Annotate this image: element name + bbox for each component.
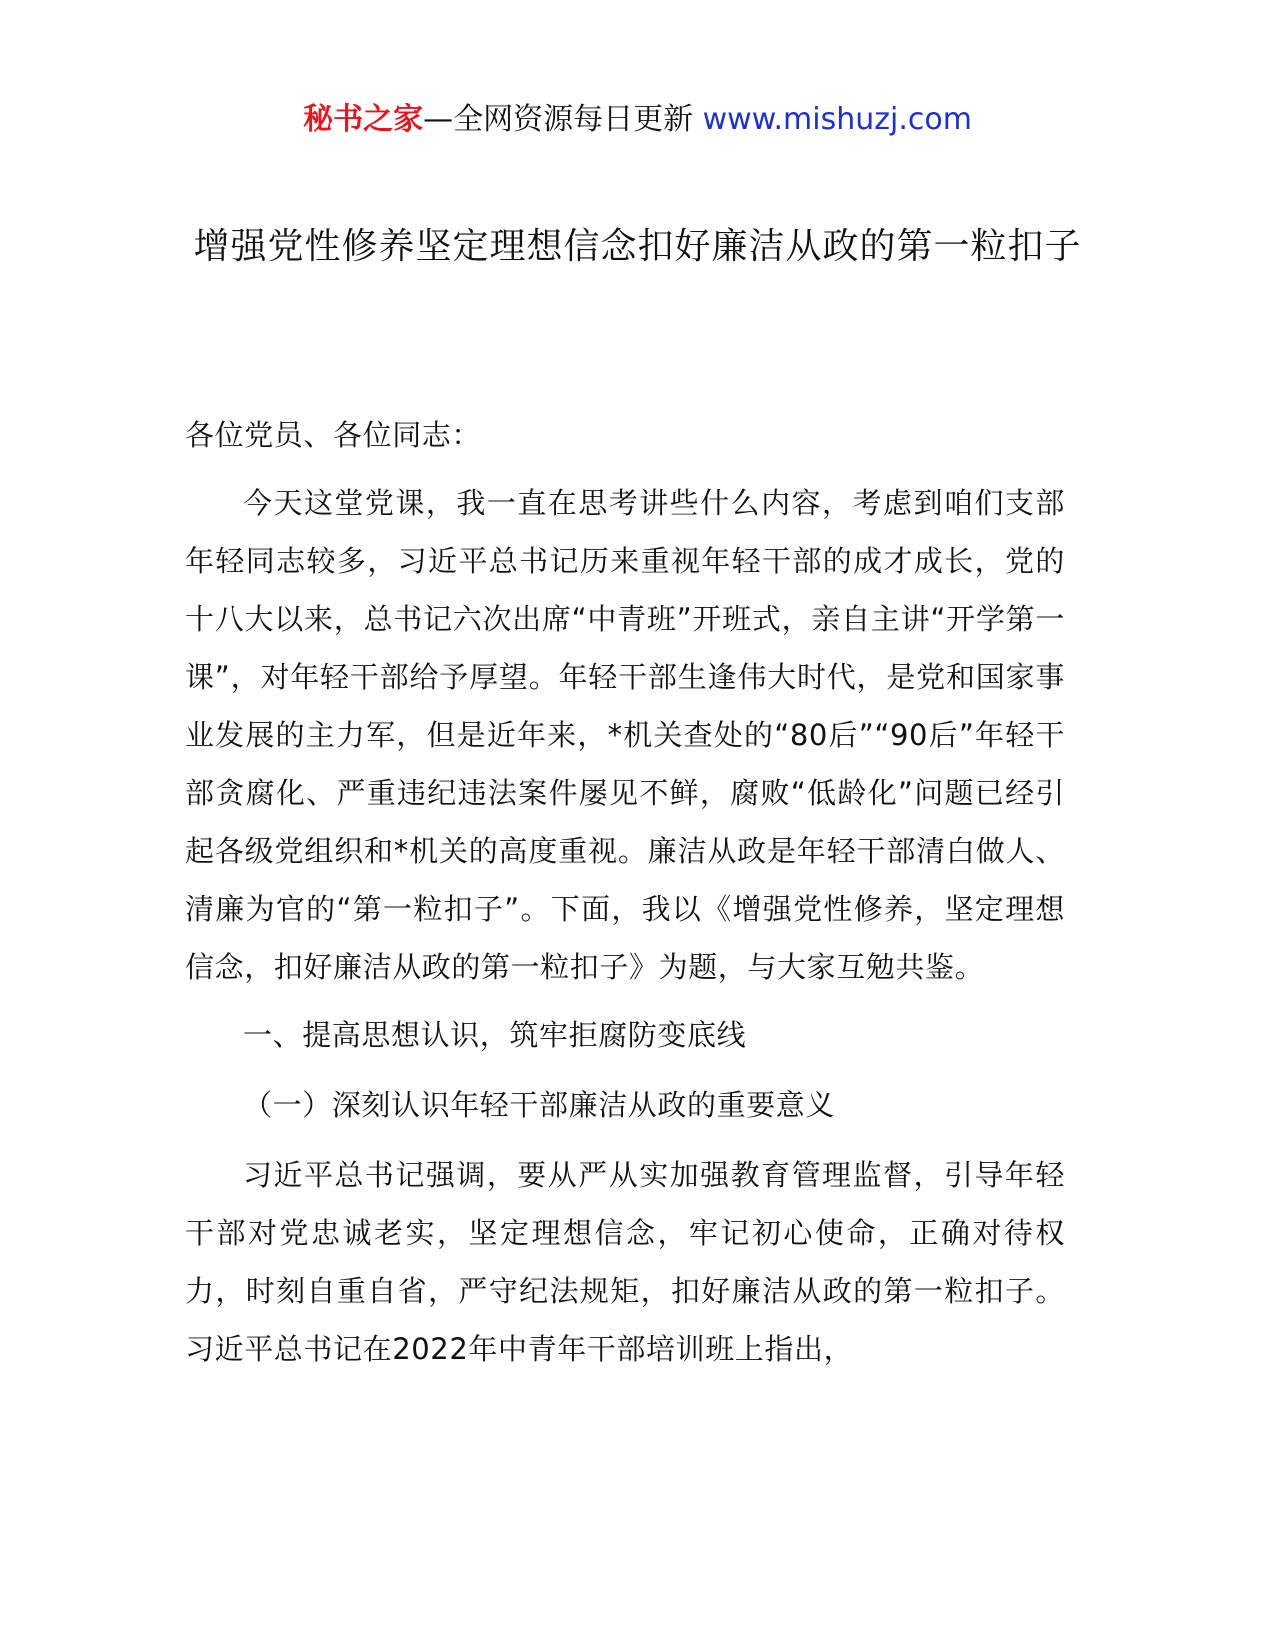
site-url-link[interactable]: www.mishuzj.com (702, 102, 972, 137)
paragraph-intro: 今天这堂党课，我一直在思考讲些什么内容，考虑到咱们支部年轻同志较多，习近平总书记历来重视年轻干部的成才成长，党的十八大以来，总书记六次出席“中青班”开班式，亲自主讲“开学第一课”，对年轻干部给予厚望。年轻干部生逢伟大时代，是党和国家事业发展的主力军，但是近年来，*机关查处的“80后”“90后”年轻干部贪腐化、严重违纪违法案件屡见不鲜，腐败“低龄化”问题已经引起各级党组织和*机关的高度重视。廉洁从政是年轻干部清白做人、清廉为官的“第一粒扣子”。下面，我以《增强党性修养，坚定理想信念，扣好廉洁从政的第一粒扣子》为题，与大家互勉共鉴。 (185, 486, 1065, 984)
section-heading: 一、提高思想认识，筑牢拒腐防变底线 (243, 1018, 747, 1052)
salutation: 各位党员、各位同志： (185, 418, 482, 452)
brand-name: 秘书之家 (303, 102, 424, 137)
paragraph-body: 习近平总书记强调，要从严从实加强教育管理监督，引导年轻干部对党忠诚老实，坚定理想信念，牢记初心使命，正确对待权力，时刻自重自省，严守纪法规矩，扣好廉洁从政的第一粒扣子。习近平总书记在2022年中青年干部培训班上指出， (185, 1158, 1065, 1366)
header-tagline: —全网资源每日更新 (423, 102, 694, 137)
document-title: 增强党性修养坚定理想信念扣好廉洁从政的第一粒扣子 (193, 226, 1082, 267)
subsection-heading: （一）深刻认识年轻干部廉洁从政的重要意义 (243, 1088, 836, 1122)
document-body (185, 406, 1065, 1388)
page-header (0, 98, 1275, 142)
